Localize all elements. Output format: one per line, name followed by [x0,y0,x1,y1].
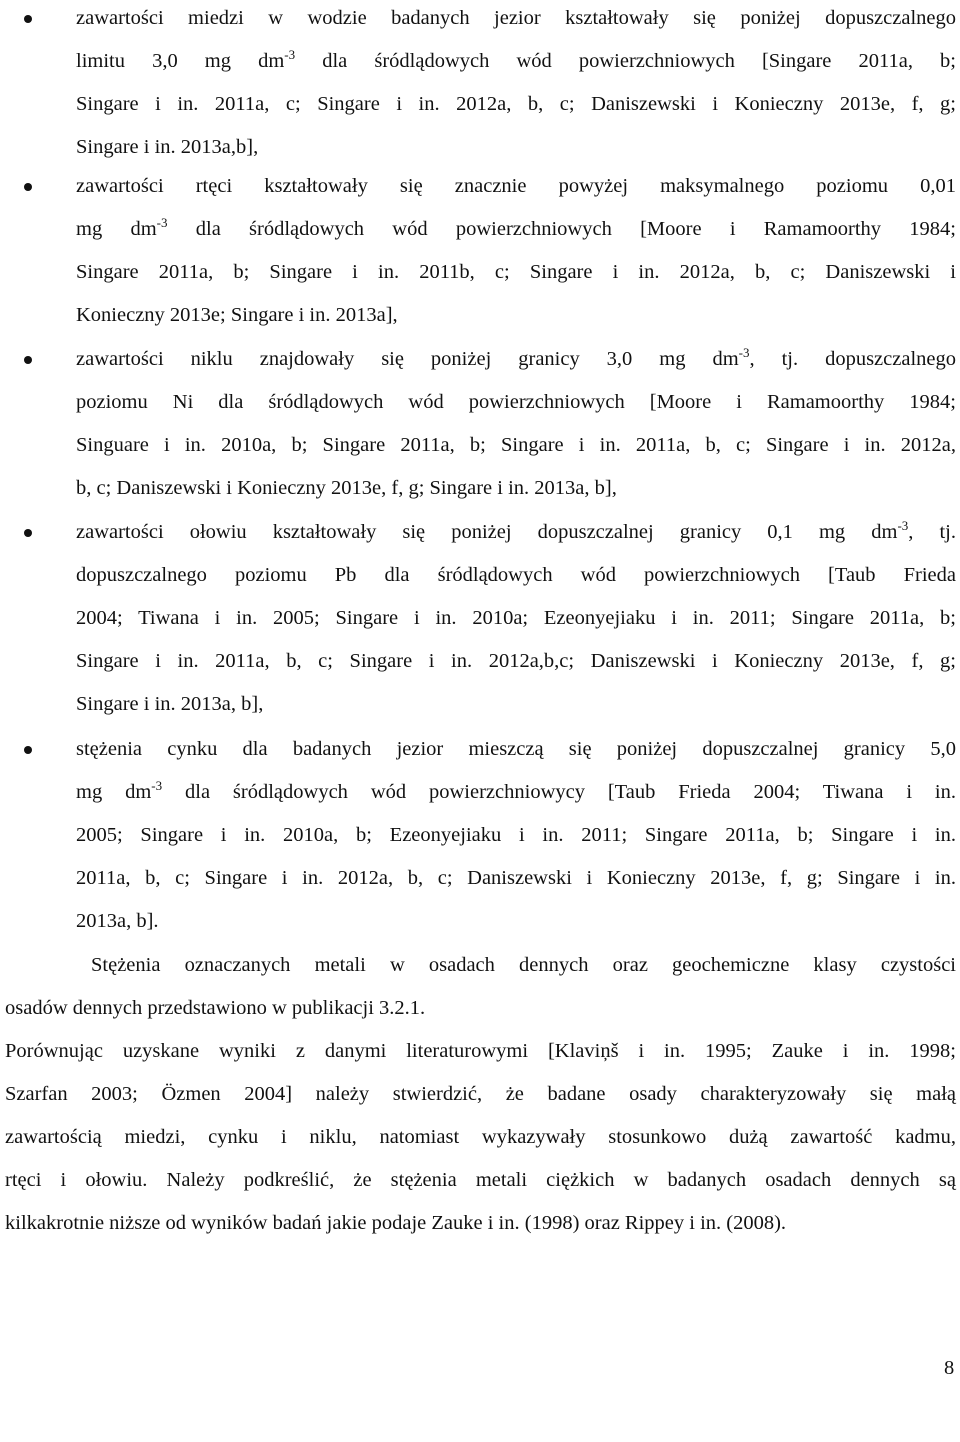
text-line: zawartości ołowiu kształtowały się poniżej dopuszczalnej granicy 0,1 mg $dm^{-3}$, tj. [76,518,956,543]
text-line: b, c; Daniszewski i Konieczny 2013e, f, g; Singare i in. 2013a, b], [76,477,617,499]
text-line: 2005; Singare i in. 2010a, b; Ezeonyejiaku i in. 2011; Singare 2011a, b; Singare i in. [76,824,956,846]
text-line: mg $dm^{-3}$ dla śródlądowych wód powierzchniowycy [Taub Frieda 2004; Tiwana i in. [76,778,956,803]
superscript: -3 [284,47,296,62]
text-line: Singare 2011a, b; Singare i in. 2011b, c; Singare i in. 2012a, b, c; Daniszewski i [76,261,956,283]
text-line: Konieczny 2013e; Singare i in. 2013a], [76,304,398,326]
text-line: Singare i in. 2011a, b, c; Singare i in. 2012a,b,c; Daniszewski i Konieczny 2013e, f, g; [76,650,956,672]
bullet-icon [24,183,32,191]
bullet-icon [24,15,32,23]
text-line: zawartości rtęci kształtowały się znacznie powyżej maksymalnego poziomu 0,01 [76,175,956,197]
superscript: -3 [738,345,750,360]
text-line: mg $dm^{-3}$ dla śródlądowych wód powierzchniowych [Moore i Ramamoorthy 1984; [76,215,956,240]
text-line: poziomu Ni dla śródlądowych wód powierzchniowych [Moore i Ramamoorthy 1984; [76,391,956,413]
text-line: kilkakrotnie niższe od wyników badań jakie podaje Zauke i in. (1998) oraz Rippey i in. (2008). [5,1212,787,1234]
bullet-icon [24,356,32,364]
text-line: osadów dennych przedstawiono w publikacji 3.2.1. [5,997,426,1019]
text-line: 2004; Tiwana i in. 2005; Singare i in. 2010a; Ezeonyejiaku i in. 2011; Singare 2011a, b; [76,607,956,629]
text-line: zawartością miedzi, cynku i niklu, natomiast wykazywały stosunkowo dużą zawartość kadmu, [5,1126,956,1148]
bullet-icon [24,529,32,537]
text-line: limitu 3,0 mg $dm^{-3}$ dla śródlądowych wód powierzchniowych [Singare 2011a, b; [76,47,956,72]
text-line: Singare i in. 2011a, c; Singare i in. 2012a, b, c; Daniszewski i Konieczny 2013e, f, g; [76,93,956,115]
text-line: Singare i in. 2013a,b], [76,136,259,158]
text-line: 2013a, b]. [76,910,159,932]
text-line: Stężenia oznaczanych metali w osadach dennych oraz geochemiczne klasy czystości [91,954,956,976]
text-line: zawartości niklu znajdowały się poniżej granicy 3,0 mg $dm^{-3}$, tj. dopuszczalnego [76,345,956,370]
superscript: -3 [897,518,909,533]
text-line: rtęci i ołowiu. Należy podkreślić, że stężenia metali ciężkich w badanych osadach dennych są [5,1169,956,1191]
superscript: -3 [156,215,168,230]
text-line: dopuszczalnego poziomu Pb dla śródlądowych wód powierzchniowych [Taub Frieda [76,564,956,586]
bullet-icon [24,746,32,754]
superscript: -3 [151,778,163,793]
text-line: Porównując uzyskane wyniki z danymi literaturowymi [Klaviņš i in. 1995; Zauke i in. 1998; [5,1040,956,1062]
text-line: Singare i in. 2013a, b], [76,693,264,715]
text-line: Singuare i in. 2010a, b; Singare 2011a, b; Singare i in. 2011a, b, c; Singare i in. 2012a, [76,434,956,456]
text-line: zawartości miedzi w wodzie badanych jezior kształtowały się poniżej dopuszczalnego [76,7,956,29]
text-line: Szarfan 2003; Özmen 2004] należy stwierdzić, że badane osady charakteryzowały się małą [5,1083,956,1105]
page-number: 8 [944,1357,955,1379]
text-line: 2011a, b, c; Singare i in. 2012a, b, c; Daniszewski i Konieczny 2013e, f, g; Singare i in. [76,867,956,889]
text-line: stężenia cynku dla badanych jezior mieszczą się poniżej dopuszczalnej granicy 5,0 [76,738,956,760]
